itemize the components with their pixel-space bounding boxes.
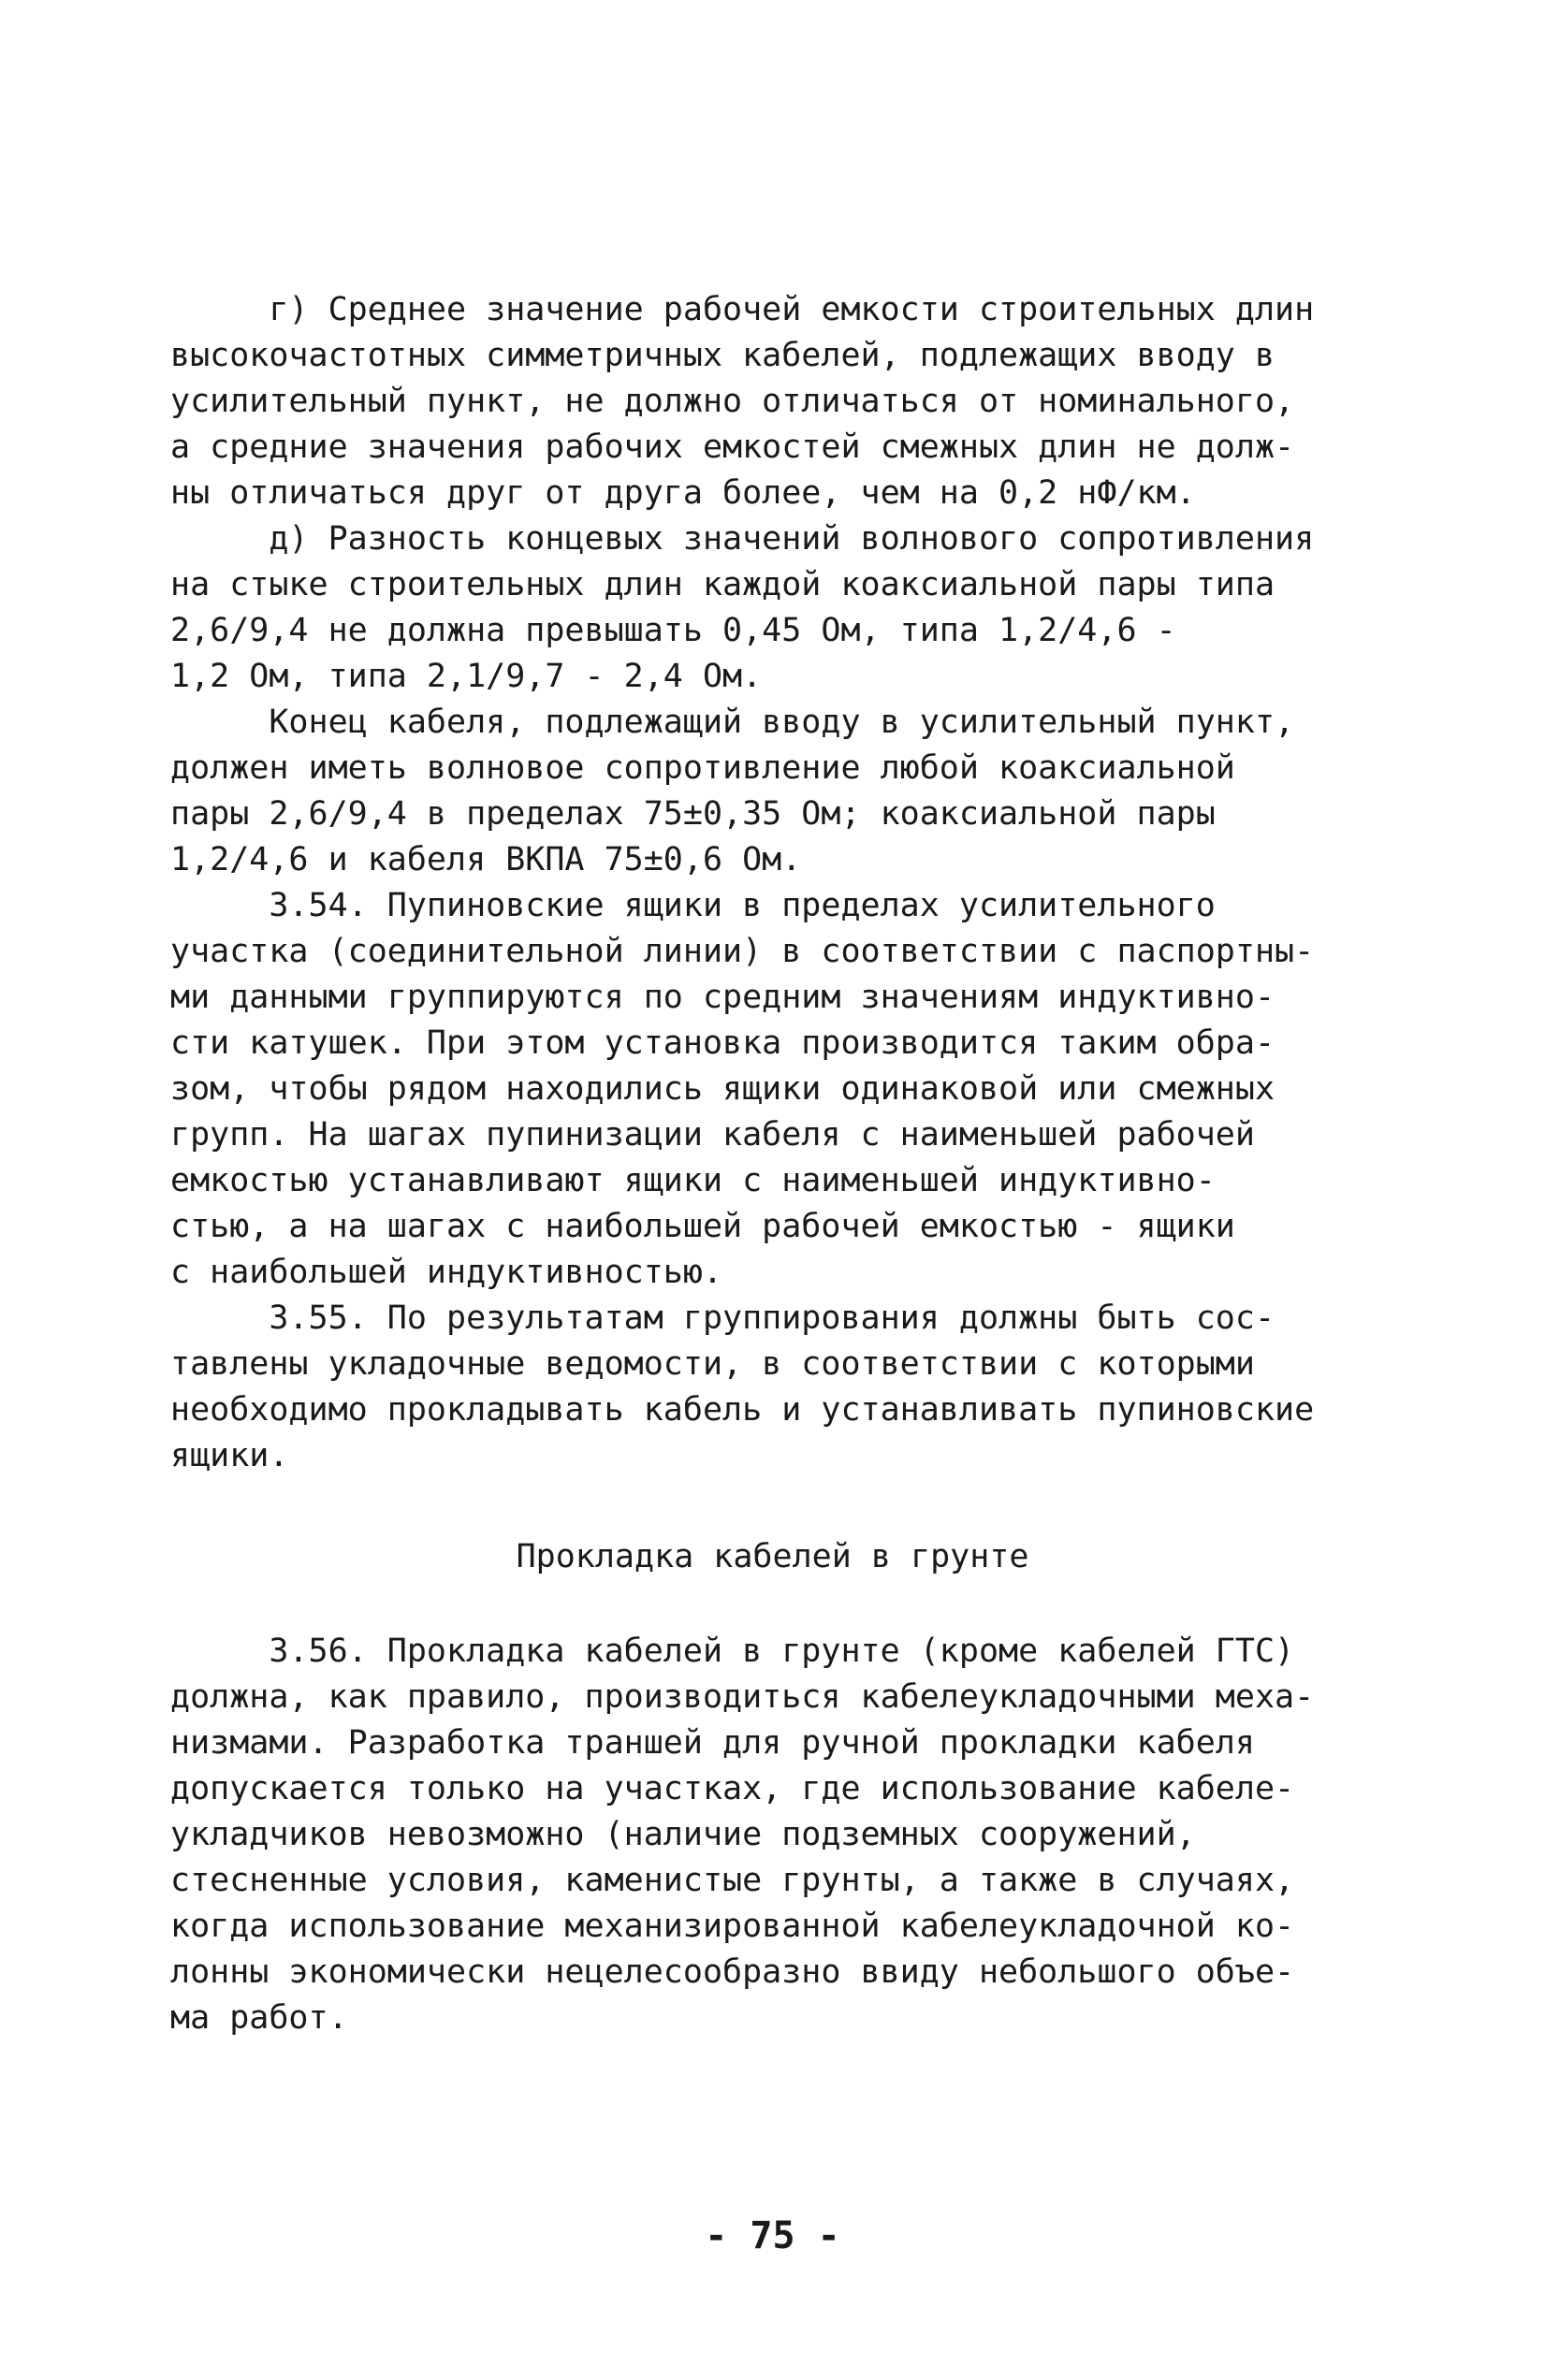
text-line: 3.55. По результатам группирования должны быть сос- bbox=[170, 1299, 1275, 1337]
text-line: 3.56. Прокладка кабелей в грунте (кроме кабелей ГТС) bbox=[170, 1633, 1295, 1670]
text-line: когда использование механизированной кабелеукладочной ко- bbox=[170, 1908, 1295, 1945]
paragraph-3-54 bbox=[170, 883, 1415, 1296]
text-line: а средние значения рабочих емкостей смежных длин не долж- bbox=[170, 428, 1295, 466]
text-line: г) Среднее значение рабочей емкости строительных длин bbox=[170, 291, 1315, 328]
text-line: емкостью устанавливают ящики с наименьшей индуктивно- bbox=[170, 1162, 1216, 1199]
paragraph-g bbox=[170, 287, 1415, 516]
text-line: необходимо прокладывать кабель и устанавливать пупиновские bbox=[170, 1391, 1315, 1429]
text-line: Конец кабеля, подлежащий вводу в усилительный пункт, bbox=[170, 704, 1295, 741]
text-line: 2,6/9,4 не должна превышать 0,45 Ом, типа 1,2/4,6 - bbox=[170, 612, 1176, 649]
text-line: групп. На шагах пупинизации кабеля с наименьшей рабочей bbox=[170, 1116, 1255, 1154]
section-heading: Прокладка кабелей в грунте bbox=[516, 1538, 1029, 1575]
text-line: стью, а на шагах с наибольшей рабочей емкостью - ящики bbox=[170, 1208, 1235, 1245]
paragraph-cable-end bbox=[170, 700, 1415, 883]
text-line: должна, как правило, производиться кабелеукладочными меха- bbox=[170, 1678, 1315, 1716]
text-line: пары 2,6/9,4 в пределах 75±0,35 Ом; коаксиальной пары bbox=[170, 795, 1216, 833]
text-line: допускается только на участках, где использование кабеле- bbox=[170, 1770, 1295, 1807]
text-line: низмами. Разработка траншей для ручной прокладки кабеля bbox=[170, 1724, 1255, 1762]
text-line: лонны экономически нецелесообразно ввиду небольшого объе- bbox=[170, 1953, 1295, 1991]
text-line: высокочастотных симметричных кабелей, подлежащих вводу в bbox=[170, 337, 1275, 374]
text-line: ма работ. bbox=[170, 1999, 348, 2037]
paragraph-3-55 bbox=[170, 1296, 1415, 1479]
text-line: ящики. bbox=[170, 1437, 289, 1474]
text-line: участка (соединительной линии) в соответствии с паспортны- bbox=[170, 933, 1315, 970]
paragraph-d bbox=[170, 516, 1415, 700]
text-line: зом, чтобы рядом находились ящики одинаковой или смежных bbox=[170, 1070, 1275, 1108]
text-line: на стыке строительных длин каждой коаксиальной пары типа bbox=[170, 566, 1275, 603]
text-line: усилительный пункт, не должно отличаться от номинального, bbox=[170, 383, 1295, 420]
text-line: 3.54. Пупиновские ящики в пределах усилительного bbox=[170, 887, 1216, 924]
paragraph-3-56 bbox=[170, 1629, 1415, 2041]
text-line: 1,2 Ом, типа 2,1/9,7 - 2,4 Ом. bbox=[170, 658, 763, 695]
text-line: с наибольшей индуктивностью. bbox=[170, 1254, 723, 1291]
text-line: стесненные условия, каменистые грунты, а также в случаях, bbox=[170, 1862, 1295, 1899]
text-line: 1,2/4,6 и кабеля ВКПА 75±0,6 Ом. bbox=[170, 841, 802, 878]
text-line: ны отличаться друг от друга более, чем на 0,2 нФ/км. bbox=[170, 474, 1196, 512]
text-line: д) Разность концевых значений волнового сопротивления bbox=[170, 520, 1315, 558]
text-line: тавлены укладочные ведомости, в соответствии с которыми bbox=[170, 1345, 1255, 1383]
text-line: сти катушек. При этом установка производится таким обра- bbox=[170, 1024, 1275, 1062]
text-line: ми данными группируются по средним значениям индуктивно- bbox=[170, 979, 1275, 1016]
page-number: - 75 - bbox=[705, 2214, 840, 2257]
text-line: должен иметь волновое сопротивление любой коаксиальной bbox=[170, 749, 1235, 787]
text-line: укладчиков невозможно (наличие подземных сооружений, bbox=[170, 1816, 1196, 1853]
